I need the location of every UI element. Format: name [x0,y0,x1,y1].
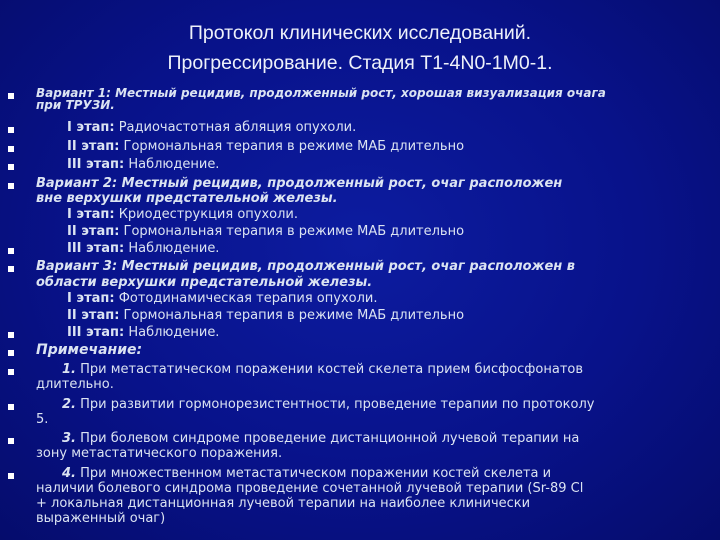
stage-text: Наблюдение. [124,241,220,256]
bullet-marker [8,438,14,444]
note-3-cont: зону метастатического поражения. [36,446,283,461]
note-4-cont-2: + локальная дистанционная лучевой терапии на наиболее клинически [36,496,531,511]
stage-text: Гормональная терапия в режиме МАБ длительно [119,308,465,323]
variant-1-heading: Вариант 1: Местный рецидив, продолженный рост, хорошая визуализация очага [36,86,606,100]
note-3 [62,432,579,445]
stage-label: III этап: [67,157,125,172]
stage-label: III этап: [67,241,125,256]
bullet-marker [8,93,14,99]
variant-1-stage-1 [67,121,356,134]
bullet-marker [8,350,14,356]
note-4-cont-1: наличии болевого синдрома проведение сочетанной лучевой терапии (Sr-89 Cl [36,481,584,496]
stage-text: Гормональная терапия в режиме МАБ длительно [119,139,465,154]
stage-label: II этап: [67,308,120,323]
note-4 [62,467,551,480]
note-heading: Примечание: [36,342,143,358]
bullet-marker [8,266,14,272]
stage-label: I этап: [67,207,115,222]
stage-text: Наблюдение. [124,157,220,172]
stage-text: Фотодинамическая терапия опухоли. [114,291,378,306]
stage-label: II этап: [67,224,120,239]
variant-3-stage-1 [67,292,378,305]
stage-text: Радиочастотная абляция опухоли. [114,120,357,135]
variant-1-stage-3 [67,158,219,171]
title-line-2: Прогрессирование. Стадия Т1-4N0-1М0-1. [167,52,553,74]
bullet-marker [8,248,14,254]
variant-2-heading: Вариант 2: Местный рецидив, продолженный рост, очаг расположен [36,176,563,191]
stage-label: I этап: [67,120,115,135]
bullet-marker [8,127,14,133]
note-text: При множественном метастатическом поражении костей скелета и [75,466,552,481]
variant-1-heading-cont: при ТРУЗИ. [36,98,115,112]
stage-text: Криодеструкция опухоли. [114,207,299,222]
note-number: 2. [62,397,76,412]
note-text: При болевом синдроме проведение дистанционной лучевой терапии на [75,431,580,446]
note-2 [62,398,594,411]
stage-label: I этап: [67,291,115,306]
variant-3-heading: Вариант 3: Местный рецидив, продолженный рост, очаг расположен в [36,259,576,274]
note-text: При развитии гормонорезистентности, проведение терапии по протоколу [75,397,595,412]
stage-text: Гормональная терапия в режиме МАБ длительно [119,224,465,239]
variant-2-stage-1 [67,208,298,221]
stage-label: II этап: [67,139,120,154]
bullet-marker [8,404,14,410]
note-number: 4. [62,466,76,481]
note-1-cont: длительно. [36,377,114,392]
variant-2-stage-3 [67,242,219,255]
bullet-marker [8,164,14,170]
stage-label: III этап: [67,325,125,340]
bullet-marker [8,332,14,338]
stage-text: Наблюдение. [124,325,220,340]
bullet-marker [8,146,14,152]
note-number: 3. [62,431,76,446]
variant-3-stage-3 [67,326,219,339]
variant-1-stage-2 [67,140,464,153]
note-number: 1. [62,362,76,377]
bullet-marker [8,183,14,189]
bullet-marker [8,473,14,479]
note-1 [62,363,583,376]
note-4-cont-3: выраженный очаг) [36,511,166,526]
bullet-marker [8,369,14,375]
variant-2-stage-2 [67,225,464,238]
note-2-cont: 5. [36,412,49,427]
variant-3-heading-cont: области верхушки предстательной железы. [36,275,373,290]
variant-3-stage-2 [67,309,464,322]
note-text: При метастатическом поражении костей скелета прием бисфосфонатов [75,362,584,377]
variant-2-heading-cont: вне верхушки предстательной железы. [36,191,338,206]
title-line-1: Протокол клинических исследований. [188,22,532,44]
